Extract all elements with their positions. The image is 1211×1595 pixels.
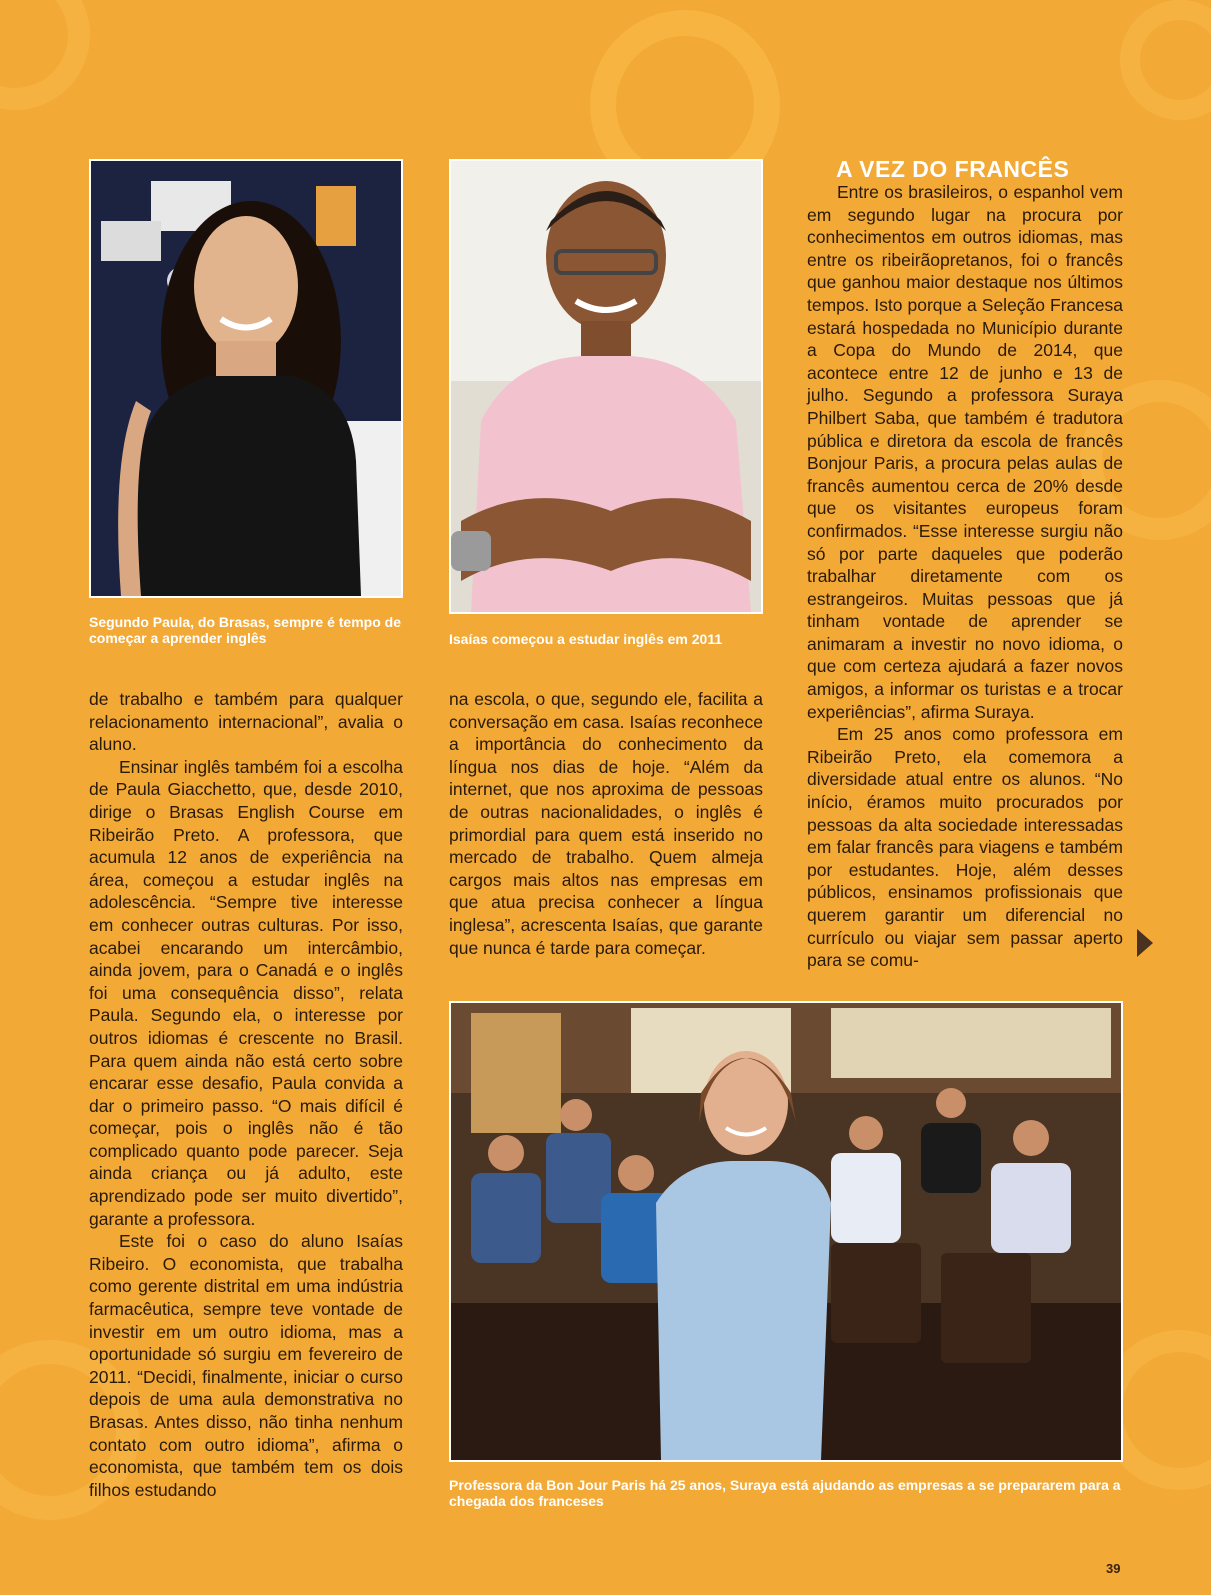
caption-paula: Segundo Paula, do Brasas, sempre é tempo de começar a aprender inglês: [89, 614, 401, 646]
photo-paula: [89, 159, 403, 598]
continue-arrow-icon: [1137, 929, 1153, 957]
isaias-photo-illustration: [451, 161, 761, 612]
caption-suraya: Professora da Bon Jour Paris há 25 anos, Suraya está ajudando as empresas a se prepararem para a chegada dos franceses: [449, 1477, 1121, 1509]
column1-paragraph: Este foi o caso do aluno Isaías Ribeiro. O economista, que trabalha como gerente distrital em uma indústria farmacêutica, sempre teve vontade de investir em um outro idioma, mas a oportunidade só surgiu em fevereiro de 2011. “Decidi, finalmente, iniciar o curso depois de uma aula demonstrativa no Brasas. Antes disso, não tinha nenhum contato com outro idioma”, afirma o economista, que também tem os dois filhos estudando: [89, 1231, 403, 1500]
background-gear: [0, 0, 90, 110]
column3-paragraph: Entre os brasileiros, o espanhol vem em segundo lugar na procura por conhecimentos em outros idiomas, mas entre os ribeirãopretanos, foi o francês que ganhou maior destaque nos últimos tempos. Isto porque a Seleção Francesa estará hospedada no Município durante a Copa do Mundo de 2014, que acontece entre 12 de junho e 13 de julho. Segundo a professora Suraya Philbert Saba, que também é tradutora pública e diretora da escola de francês Bonjour Paris, a procura pelas aulas de francês aumentou cerca de 20% desde que os visitantes europeus foram confirmados. “Esse interesse surgiu não só por parte daqueles que poderão trabalhar diretamente com os estrangeiros. Muitas pessoas que já tinham vontade de aprender se animaram a investir no novo idioma, o que com certeza ajudará a fazer novos amigos, a informar os turistas e a trocar experiências”, afirma Suraya.: [807, 182, 1123, 722]
paula-photo-illustration: [91, 161, 401, 596]
page-number: 39: [1106, 1561, 1121, 1576]
column1-paragraph: de trabalho e também para qualquer relacionamento internacional”, avalia o aluno.: [89, 689, 403, 755]
column-1: [89, 688, 403, 1501]
column-2: [449, 688, 763, 959]
background-gear: [1120, 0, 1211, 120]
column-3: [807, 181, 1123, 972]
classroom-photo-illustration: [451, 1003, 1121, 1460]
column1-paragraph: Ensinar inglês também foi a escolha de Paula Giacchetto, que, desde 2010, dirige o Brasas English Course em Ribeirão Preto. A professora, que acumula 12 anos de experiência na área, começou a estudar inglês na adolescência. “Sempre tive interesse em conhecer outras culturas. Por isso, acabei encarando um intercâmbio, ainda jovem, para o Canadá e o inglês foi uma consequência disso”, relata Paula. Segundo ela, o interesse por outros idiomas é crescente no Brasil. Para quem ainda não está certo sobre encarar esse desafio, Paula convida a dar o primeiro passo. “O mais difícil é começar, pois o inglês não é tão complicado quanto pode parecer. Seja ainda criança ou já adulto, este aprendizado pode ser muito divertido”, garante a professora.: [89, 756, 403, 1229]
column3-paragraph: Em 25 anos como professora em Ribeirão Preto, ela comemora a diversidade atual entre os alunos. “No início, éramos muito procurados por pessoas da alta sociedade interessadas em falar francês para viagens e também por estudantes. Hoje, além desses públicos, ensinamos profissionais que querem garantir um diferencial no currículo ou viajar sem passar aperto para se comu-: [807, 724, 1123, 971]
caption-isaias: Isaías começou a estudar inglês em 2011: [449, 631, 723, 647]
column2-paragraph: na escola, o que, segundo ele, facilita a conversação em casa. Isaías reconhece a importância do conhecimento da língua nos dias de hoje. “Além da internet, que nos aproxima de pessoas de outras nacionalidades, o inglês é primordial para quem está inserido no mercado de trabalho. Quem almeja cargos mais altos nas empresas em que atua precisa conhecer a língua inglesa”, acrescenta Isaías, que garante que nunca é tarde para começar.: [449, 689, 763, 958]
photo-isaias: [449, 159, 763, 614]
section-heading: A VEZ DO FRANCÊS: [836, 156, 1070, 182]
photo-suraya-class: [449, 1001, 1123, 1462]
